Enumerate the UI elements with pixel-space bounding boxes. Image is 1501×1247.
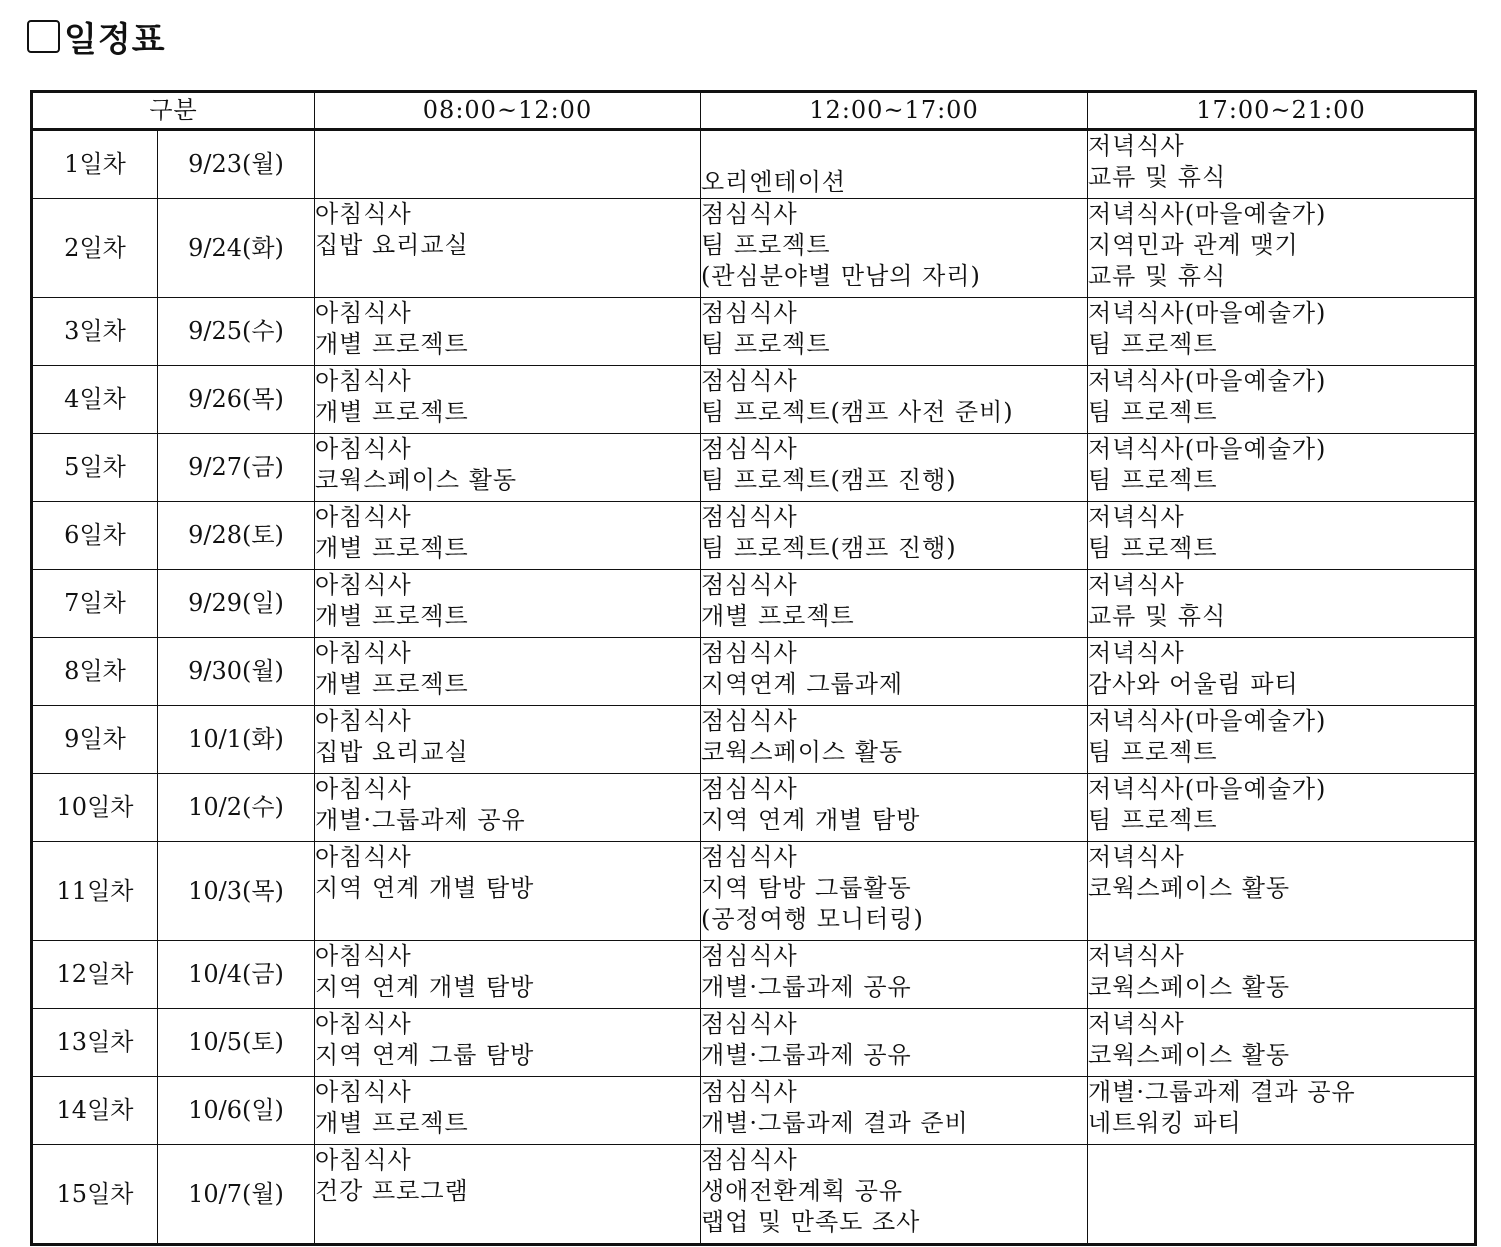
activity-line: 코웍스페이스 활동 [701,738,904,766]
evening-cell [1088,298,1476,366]
afternoon-cell [701,366,1088,434]
day-cell: 11일차 [32,842,158,941]
afternoon-cell [701,941,1088,1009]
header-row [32,92,1476,130]
activity-line: 저녁식사(마을예술가) [1088,200,1327,228]
afternoon-cell [701,502,1088,570]
activity-line: 지역 연계 개별 탐방 [315,973,535,1001]
activity-line: 지역민과 관계 맺기 [1088,231,1299,259]
morning-cell [315,1077,701,1145]
morning-cell [315,502,701,570]
activity-line: 점심식사 [701,639,798,667]
activity-line: 아침식사 [315,942,412,970]
day-cell: 8일차 [32,638,158,706]
morning-cell [315,774,701,842]
activity-line: 점심식사 [701,1146,798,1174]
day-cell: 10일차 [32,774,158,842]
activity-line: 집밥 요리교실 [315,231,469,259]
day-cell: 12일차 [32,941,158,1009]
checkbox-square-icon [27,20,60,53]
activity-line: 팀 프로젝트 [1088,330,1218,358]
morning-cell [315,638,701,706]
morning-cell [315,1145,701,1245]
schedule-body [32,130,1476,1245]
activity-line: 점심식사 [701,571,798,599]
evening-cell [1088,570,1476,638]
schedule-row [32,570,1476,638]
schedule-row [32,502,1476,570]
date-cell: 9/24(화) [158,199,315,298]
activity-line: 개별·그룹과제 결과 준비 [701,1109,969,1137]
afternoon-cell [701,298,1088,366]
activity-line: 팀 프로젝트 [1088,398,1218,426]
day-cell: 5일차 [32,434,158,502]
morning-cell [315,842,701,941]
header-category: 구분 [32,92,315,130]
activity-line: 네트워킹 파티 [1088,1109,1242,1137]
schedule-table [30,90,1477,1246]
activity-line: 팀 프로젝트 [701,330,831,358]
activity-line: 아침식사 [315,571,412,599]
activity-line: 아침식사 [315,707,412,735]
activity-line: 저녁식사 [1088,1010,1185,1038]
evening-cell [1088,130,1476,199]
schedule-row [32,366,1476,434]
evening-cell [1088,1077,1476,1145]
header-slot-afternoon: 12:00~17:00 [701,92,1088,130]
page-heading [27,14,166,58]
activity-line: 코웍스페이스 활동 [1088,874,1291,902]
header-slot-morning: 08:00~12:00 [315,92,701,130]
activity-line: 저녁식사(마을예술가) [1088,299,1327,327]
morning-cell [315,298,701,366]
schedule-row [32,638,1476,706]
afternoon-cell [701,1009,1088,1077]
day-cell: 15일차 [32,1145,158,1245]
activity-line: 팀 프로젝트 [701,231,831,259]
date-cell: 10/4(금) [158,941,315,1009]
activity-line: 개별 프로젝트 [315,1109,469,1137]
date-cell: 9/26(목) [158,366,315,434]
date-cell: 10/5(토) [158,1009,315,1077]
date-cell: 10/7(월) [158,1145,315,1245]
activity-line: 교류 및 휴식 [1088,163,1227,191]
activity-line: 팀 프로젝트 [1088,466,1218,494]
activity-line: 아침식사 [315,299,412,327]
activity-line: 개별·그룹과제 결과 공유 [1088,1078,1356,1106]
evening-cell [1088,774,1476,842]
date-cell: 10/6(일) [158,1077,315,1145]
evening-cell [1088,1009,1476,1077]
activity-line: 코웍스페이스 활동 [1088,1041,1291,1069]
activity-line: 팀 프로젝트 [1088,738,1218,766]
schedule-row [32,1145,1476,1245]
activity-line: 아침식사 [315,367,412,395]
day-cell: 1일차 [32,130,158,199]
morning-cell [315,130,701,199]
schedule-row [32,199,1476,298]
activity-line: 점심식사 [701,503,798,531]
afternoon-cell [701,842,1088,941]
activity-line: 저녁식사(마을예술가) [1088,367,1327,395]
activity-line: 교류 및 휴식 [1088,262,1227,290]
afternoon-cell [701,706,1088,774]
morning-cell [315,941,701,1009]
evening-cell [1088,638,1476,706]
activity-line: 아침식사 [315,639,412,667]
activity-line: 저녁식사 [1088,843,1185,871]
morning-cell [315,434,701,502]
activity-line: 감사와 어울림 파티 [1088,670,1299,698]
evening-cell [1088,502,1476,570]
morning-cell [315,706,701,774]
afternoon-cell [701,570,1088,638]
evening-cell [1088,199,1476,298]
activity-line: 지역 연계 개별 탐방 [701,806,921,834]
activity-line: 팀 프로젝트 [1088,534,1218,562]
activity-line: 저녁식사 [1088,132,1185,160]
day-cell: 2일차 [32,199,158,298]
activity-line: (관심분야별 만남의 자리) [701,262,981,290]
activity-line: 개별 프로젝트 [315,534,469,562]
activity-line: 저녁식사 [1088,571,1185,599]
evening-cell [1088,941,1476,1009]
activity-line: 아침식사 [315,1146,412,1174]
morning-cell [315,366,701,434]
morning-cell [315,1009,701,1077]
activity-line: 아침식사 [315,503,412,531]
activity-line: 점심식사 [701,200,798,228]
date-cell: 10/1(화) [158,706,315,774]
page-title: 일정표 [64,19,166,60]
date-cell: 10/3(목) [158,842,315,941]
activity-line: 팀 프로젝트 [1088,806,1218,834]
day-cell: 13일차 [32,1009,158,1077]
activity-line: 개별 프로젝트 [315,398,469,426]
activity-line: 저녁식사 [1088,639,1185,667]
activity-line: 저녁식사(마을예술가) [1088,707,1327,735]
activity-line: 아침식사 [315,1010,412,1038]
activity-line: 점심식사 [701,843,798,871]
activity-line: 점심식사 [701,707,798,735]
activity-line: 점심식사 [701,367,798,395]
activity-line: 저녁식사 [1088,942,1185,970]
evening-cell [1088,1145,1476,1245]
activity-line: 지역 연계 개별 탐방 [315,874,535,902]
activity-line: 코웍스페이스 활동 [1088,973,1291,1001]
activity-line: 아침식사 [315,775,412,803]
activity-line: 점심식사 [701,775,798,803]
morning-cell [315,570,701,638]
date-cell: 9/28(토) [158,502,315,570]
schedule-row [32,774,1476,842]
activity-line: 랩업 및 만족도 조사 [701,1208,921,1236]
activity-line: 개별·그룹과제 공유 [701,973,912,1001]
schedule-row [32,434,1476,502]
activity-line: 점심식사 [701,942,798,970]
day-cell: 3일차 [32,298,158,366]
activity-line: 저녁식사(마을예술가) [1088,775,1327,803]
activity-line: 저녁식사(마을예술가) [1088,435,1327,463]
date-cell: 9/25(수) [158,298,315,366]
activity-line: (공정여행 모니터링) [701,905,924,933]
activity-line: 집밥 요리교실 [315,738,469,766]
evening-cell [1088,706,1476,774]
schedule-row [32,842,1476,941]
evening-cell [1088,842,1476,941]
activity-line: 점심식사 [701,299,798,327]
activity-line: 점심식사 [701,435,798,463]
day-cell: 4일차 [32,366,158,434]
date-cell: 9/23(월) [158,130,315,199]
schedule-row [32,706,1476,774]
activity-line: 점심식사 [701,1078,798,1106]
activity-line: 팀 프로젝트(캠프 진행) [701,466,957,494]
schedule-row [32,130,1476,199]
afternoon-cell [701,130,1088,199]
schedule-row [32,941,1476,1009]
day-cell: 7일차 [32,570,158,638]
evening-cell [1088,434,1476,502]
activity-line: 지역 연계 그룹 탐방 [315,1041,535,1069]
activity-line: 오리엔테이션 [701,168,847,196]
morning-cell [315,199,701,298]
activity-line: 저녁식사 [1088,503,1185,531]
activity-line: 개별·그룹과제 공유 [315,806,526,834]
activity-line: 건강 프로그램 [315,1177,469,1205]
afternoon-cell [701,638,1088,706]
schedule-row [32,1077,1476,1145]
date-cell: 9/30(월) [158,638,315,706]
activity-line: 개별 프로젝트 [315,330,469,358]
date-cell: 9/27(금) [158,434,315,502]
schedule-row [32,298,1476,366]
activity-line: 교류 및 휴식 [1088,602,1227,630]
day-cell: 14일차 [32,1077,158,1145]
activity-line: 코웍스페이스 활동 [315,466,518,494]
activity-line: 개별·그룹과제 공유 [701,1041,912,1069]
activity-line: 팀 프로젝트(캠프 진행) [701,534,957,562]
activity-line: 점심식사 [701,1010,798,1038]
afternoon-cell [701,199,1088,298]
activity-line: 생애전환계획 공유 [701,1177,904,1205]
date-cell: 10/2(수) [158,774,315,842]
activity-line: 개별 프로젝트 [315,602,469,630]
activity-line: 아침식사 [315,435,412,463]
schedule-row [32,1009,1476,1077]
date-cell: 9/29(일) [158,570,315,638]
activity-line: 개별 프로젝트 [315,670,469,698]
day-cell: 9일차 [32,706,158,774]
activity-line: 아침식사 [315,843,412,871]
evening-cell [1088,366,1476,434]
activity-line: 팀 프로젝트(캠프 사전 준비) [701,398,1014,426]
afternoon-cell [701,1145,1088,1245]
activity-line: 지역 탐방 그룹활동 [701,874,912,902]
activity-line: 개별 프로젝트 [701,602,855,630]
activity-line: 지역연계 그룹과제 [701,670,904,698]
afternoon-cell [701,1077,1088,1145]
afternoon-cell [701,774,1088,842]
day-cell: 6일차 [32,502,158,570]
activity-line: 아침식사 [315,200,412,228]
afternoon-cell [701,434,1088,502]
activity-line: 아침식사 [315,1078,412,1106]
header-slot-evening: 17:00~21:00 [1088,92,1476,130]
